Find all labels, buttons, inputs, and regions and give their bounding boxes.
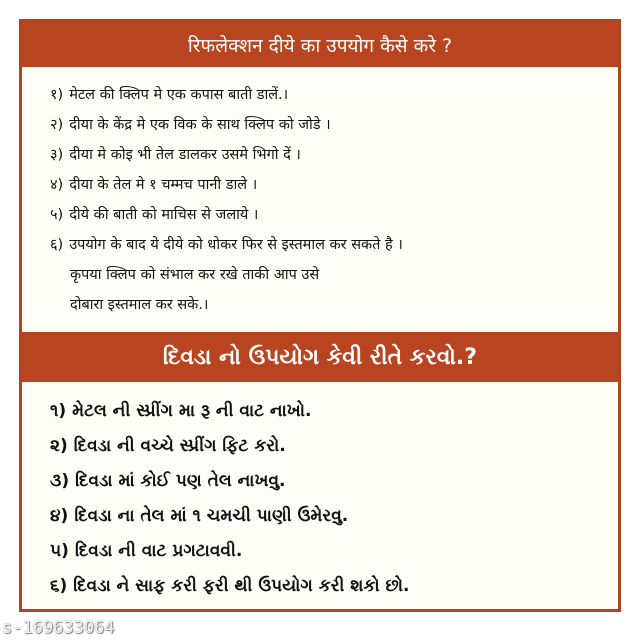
step-text: उपयोग के बाद ये दीये को धोकर फिर से इस्तमाल कर सकते है ।: [69, 237, 403, 253]
step-number: ३): [50, 147, 64, 163]
step-number: १): [50, 87, 64, 103]
hindi-note-line: कृपया क्लिप को संभाल कर रखे ताकी आप उसे: [70, 267, 320, 283]
gujarati-step: [50, 499, 608, 534]
hindi-note-line: दोबारा इस्तमाल कर सके.।: [70, 297, 209, 313]
step-number: ४): [50, 177, 64, 193]
step-text: મેટલ ની સ્પ્રીંગ મા રૂ ની વાટ નાખો.: [72, 401, 312, 421]
gujarati-step: [50, 429, 608, 464]
gujarati-steps-list: [50, 394, 608, 604]
step-number: ૪): [50, 506, 69, 526]
step-text: दीया मे कोइ भी तेल डालकर उसमे भिगो दें ।: [69, 147, 301, 163]
hindi-step: [50, 230, 608, 260]
step-text: દિવડા ને સાફ કરી ફરી થી ઉપયોગ કરી શકો છો.: [73, 576, 410, 596]
step-text: दीये की बाती को माचिस से जलाये ।: [69, 207, 259, 223]
gujarati-step: [50, 394, 608, 429]
step-text: मेटल की क्लिप मे एक कपास बाती डालें.।: [69, 87, 289, 103]
step-text: दीया के केंद्र मे एक विक के साथ क्लिप को जोडे ।: [69, 117, 331, 133]
hindi-title: रिफलेक्शन दीये का उपयोग कैसे करे ?: [187, 34, 453, 57]
gujarati-title: દિવડા નો ઉપયોગ કેવી રીતે કરવો.?: [162, 344, 478, 370]
step-text: दीया के तेल मे १ चम्मच पानी डाले ।: [69, 177, 258, 193]
hindi-step: [50, 110, 608, 140]
gujarati-title-banner: [22, 332, 618, 382]
step-number: ५): [50, 207, 64, 223]
step-number: ६): [50, 237, 64, 253]
step-text: દિવડા ના તેલ માં ૧ ચમચી પાણી ઉમેરવુ.: [74, 506, 349, 526]
step-number: ૫): [50, 541, 69, 561]
step-number: ૧): [50, 401, 67, 421]
step-text: દિવડા માં કોઈ પણ તેલ નાખવુ.: [75, 471, 286, 491]
hindi-step: [50, 200, 608, 230]
hindi-step: [50, 140, 608, 170]
step-number: ૨): [50, 436, 68, 456]
gujarati-step: [50, 464, 608, 499]
gujarati-step: [50, 534, 608, 569]
watermark: s-169633064: [2, 618, 115, 638]
hindi-title-banner: [22, 22, 618, 67]
gujarati-step: [50, 569, 608, 604]
hindi-step: [50, 80, 608, 110]
step-text: દિવડા ની વચ્ચે સ્પ્રીંગ ફિટ કરો.: [73, 436, 286, 456]
hindi-step: [50, 170, 608, 200]
step-number: ૬): [50, 576, 68, 596]
step-number: २): [50, 117, 64, 133]
hindi-steps-list: [50, 80, 608, 320]
step-text: દિવડા ની વાટ પ્રગટાવવી.: [74, 541, 243, 561]
step-number: ૩): [50, 471, 70, 491]
instruction-card: [19, 19, 621, 612]
